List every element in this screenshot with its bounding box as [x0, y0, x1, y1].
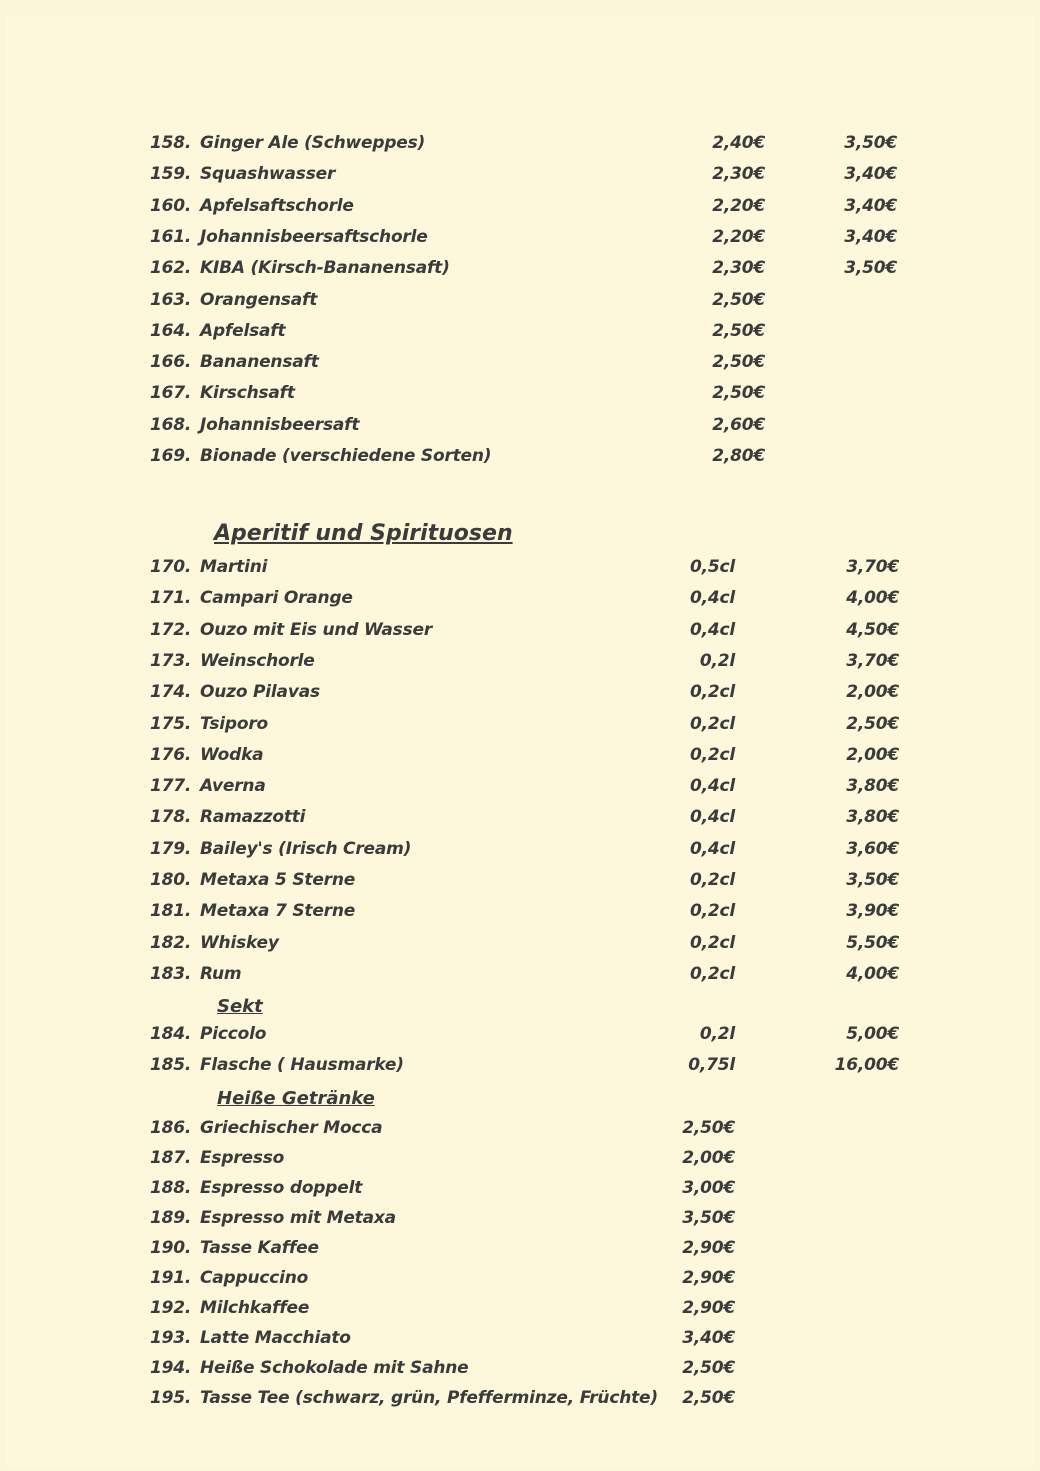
item-name: Tasse Tee (schwarz, grün, Pfefferminze, Früchte) [200, 1388, 658, 1408]
item-number: 185. [150, 1055, 192, 1076]
item-number: 164. [150, 320, 192, 341]
item-price-1: 0,2cl [689, 870, 735, 890]
item-price-2: 3,80€ [846, 807, 899, 828]
aperitif-item [0, 933, 1040, 961]
item-name: Cappuccino [200, 1268, 309, 1288]
item-price-1: 2,20€ [712, 226, 765, 247]
juice-item [0, 415, 1040, 443]
item-number: 188. [150, 1178, 192, 1198]
item-price-2: 3,50€ [846, 870, 899, 890]
item-number: 158. [150, 133, 192, 153]
item-price-2: 2,00€ [846, 682, 899, 703]
item-name: Ouzo Pilavas [200, 682, 320, 703]
item-price-2: 3,40€ [844, 226, 897, 247]
item-number: 166. [150, 352, 192, 373]
juice-item [0, 352, 1040, 380]
aperitif-heading: Aperitif und Spirituosen [214, 521, 513, 546]
item-price-1: 0,4cl [689, 838, 735, 859]
item-name: Orangensaft [200, 289, 318, 310]
item-number: 173. [150, 650, 192, 671]
item-number: 171. [150, 588, 192, 609]
hot-drink-item [0, 1328, 1040, 1356]
item-name: Latte Macchiato [200, 1328, 351, 1348]
item-name: Ginger Ale (Schweppes) [200, 133, 426, 153]
item-price-1: 0,5cl [689, 557, 735, 577]
aperitif-item [0, 776, 1040, 804]
item-name: Apfelsaftschorle [200, 195, 354, 216]
item-price-1: 2,00€ [682, 1148, 735, 1168]
item-price-1: 2,50€ [712, 352, 765, 373]
item-number: 167. [150, 383, 192, 404]
item-name: Bailey's (Irisch Cream) [200, 838, 412, 859]
item-price-2: 4,00€ [846, 588, 899, 609]
item-name: Ramazzotti [200, 807, 306, 828]
item-name: Metaxa 5 Sterne [200, 870, 356, 890]
hot-drink-item [0, 1238, 1040, 1266]
item-price-1: 3,50€ [682, 1208, 735, 1228]
item-number: 182. [150, 932, 192, 953]
aperitif-item [0, 588, 1040, 616]
item-price-1: 2,30€ [712, 258, 765, 279]
item-price-2: 3,70€ [846, 557, 899, 577]
item-name: Whiskey [200, 932, 279, 953]
aperitif-item [0, 901, 1040, 929]
hot-drink-item [0, 1178, 1040, 1206]
item-number: 181. [150, 901, 192, 922]
juice-item [0, 227, 1040, 255]
hot-drink-item [0, 1268, 1040, 1296]
item-name: Squashwasser [200, 164, 336, 185]
item-price-2: 3,60€ [846, 838, 899, 859]
item-number: 190. [150, 1238, 192, 1258]
item-price-1: 0,4cl [689, 776, 735, 797]
item-name: Apfelsaft [200, 320, 286, 341]
item-price-1: 2,50€ [712, 383, 765, 404]
item-number: 172. [150, 619, 192, 640]
item-name: Johannisbeersaft [200, 414, 360, 435]
item-number: 176. [150, 744, 192, 765]
item-price-2: 5,00€ [846, 1024, 899, 1044]
item-number: 177. [150, 776, 192, 797]
item-name: Espresso mit Metaxa [200, 1208, 396, 1228]
item-price-1: 0,2cl [689, 744, 735, 765]
item-price-1: 2,30€ [712, 164, 765, 185]
item-number: 186. [150, 1118, 192, 1138]
item-price-1: 2,50€ [712, 320, 765, 341]
item-name: Bananensaft [200, 352, 319, 373]
juice-item [0, 196, 1040, 224]
item-price-2: 2,00€ [846, 744, 899, 765]
juice-item [0, 383, 1040, 411]
juice-item [0, 290, 1040, 318]
item-name: Bionade (verschiedene Sorten) [200, 446, 492, 466]
item-number: 168. [150, 414, 192, 435]
hot-drinks-heading: Heiße Getränke [217, 1088, 375, 1109]
item-name: Averna [200, 776, 266, 797]
item-name: Martini [200, 557, 268, 577]
item-name: Piccolo [200, 1024, 267, 1044]
item-number: 178. [150, 807, 192, 828]
item-price-1: 2,20€ [712, 195, 765, 216]
item-price-1: 2,90€ [682, 1238, 735, 1258]
item-price-1: 0,4cl [689, 807, 735, 828]
item-price-1: 0,75l [688, 1055, 735, 1076]
item-price-2: 16,00€ [834, 1055, 899, 1076]
item-price-1: 2,50€ [682, 1388, 735, 1408]
item-number: 189. [150, 1208, 192, 1228]
item-number: 159. [150, 164, 192, 185]
item-price-1: 0,2l [699, 1024, 735, 1044]
aperitif-item [0, 839, 1040, 867]
item-price-1: 3,40€ [682, 1328, 735, 1348]
aperitif-item [0, 964, 1040, 992]
item-price-1: 2,80€ [712, 446, 765, 466]
sekt-heading: Sekt [217, 996, 263, 1017]
item-number: 191. [150, 1268, 192, 1288]
item-price-1: 2,50€ [682, 1358, 735, 1378]
item-number: 193. [150, 1328, 192, 1348]
item-price-1: 2,40€ [712, 133, 765, 153]
item-name: Metaxa 7 Sterne [200, 901, 356, 922]
item-number: 194. [150, 1358, 192, 1378]
item-price-1: 2,90€ [682, 1298, 735, 1318]
item-number: 179. [150, 838, 192, 859]
item-number: 184. [150, 1024, 192, 1044]
aperitif-item [0, 745, 1040, 773]
item-number: 161. [150, 226, 192, 247]
item-name: Campari Orange [200, 588, 353, 609]
item-name: Milchkaffee [200, 1298, 310, 1318]
item-price-1: 2,60€ [712, 414, 765, 435]
item-number: 160. [150, 195, 192, 216]
item-price-1: 2,50€ [682, 1118, 735, 1138]
aperitif-item [0, 620, 1040, 648]
aperitif-item [0, 807, 1040, 835]
item-price-2: 3,40€ [844, 164, 897, 185]
item-price-2: 2,50€ [846, 713, 899, 734]
hot-drink-item [0, 1298, 1040, 1326]
item-number: 170. [150, 557, 192, 577]
hot-drink-item [0, 1118, 1040, 1146]
hot-drink-item [0, 1358, 1040, 1386]
item-name: Heiße Schokolade mit Sahne [200, 1358, 469, 1378]
item-number: 175. [150, 713, 192, 734]
item-number: 169. [150, 446, 192, 466]
sekt-item [0, 1024, 1040, 1052]
item-name: Kirschsaft [200, 383, 295, 404]
aperitif-item [0, 651, 1040, 679]
item-name: Tsiporo [200, 713, 269, 734]
item-name: Wodka [200, 744, 264, 765]
item-price-1: 0,2cl [689, 682, 735, 703]
juice-item [0, 164, 1040, 192]
item-name: Espresso doppelt [200, 1178, 363, 1198]
item-price-2: 3,50€ [844, 258, 897, 279]
sekt-item [0, 1055, 1040, 1083]
item-price-2: 3,40€ [844, 195, 897, 216]
item-name: KIBA (Kirsch-Bananensaft) [200, 258, 450, 279]
aperitif-item [0, 557, 1040, 585]
item-price-1: 0,4cl [689, 588, 735, 609]
item-price-1: 3,00€ [682, 1178, 735, 1198]
item-number: 162. [150, 258, 192, 279]
juice-item [0, 133, 1040, 161]
item-price-1: 0,2cl [689, 963, 735, 984]
item-price-1: 0,2cl [689, 713, 735, 734]
item-price-2: 3,80€ [846, 776, 899, 797]
item-number: 195. [150, 1388, 192, 1408]
juice-item [0, 321, 1040, 349]
item-number: 192. [150, 1298, 192, 1318]
item-price-1: 0,2cl [689, 932, 735, 953]
aperitif-item [0, 714, 1040, 742]
aperitif-item [0, 682, 1040, 710]
item-price-1: 2,50€ [712, 289, 765, 310]
juice-item [0, 258, 1040, 286]
item-price-1: 0,2cl [689, 901, 735, 922]
item-name: Weinschorle [200, 650, 315, 671]
aperitif-item [0, 870, 1040, 898]
item-name: Johannisbeersaftschorle [200, 226, 428, 247]
item-name: Ouzo mit Eis und Wasser [200, 619, 433, 640]
item-price-2: 5,50€ [846, 932, 899, 953]
item-price-1: 2,90€ [682, 1268, 735, 1288]
item-number: 183. [150, 963, 192, 984]
hot-drink-item [0, 1208, 1040, 1236]
item-name: Griechischer Mocca [200, 1118, 383, 1138]
item-number: 163. [150, 289, 192, 310]
item-price-1: 0,4cl [689, 619, 735, 640]
item-price-2: 3,50€ [844, 133, 897, 153]
item-number: 180. [150, 870, 192, 890]
hot-drink-item [0, 1148, 1040, 1176]
item-price-2: 4,00€ [846, 963, 899, 984]
item-name: Flasche ( Hausmarke) [200, 1055, 404, 1076]
item-number: 187. [150, 1148, 192, 1168]
juice-item [0, 446, 1040, 474]
item-name: Espresso [200, 1148, 285, 1168]
item-name: Tasse Kaffee [200, 1238, 319, 1258]
item-price-1: 0,2l [699, 650, 735, 671]
item-number: 174. [150, 682, 192, 703]
item-price-2: 3,90€ [846, 901, 899, 922]
hot-drink-item [0, 1388, 1040, 1416]
item-price-2: 3,70€ [846, 650, 899, 671]
item-name: Rum [200, 963, 242, 984]
item-price-2: 4,50€ [846, 619, 899, 640]
